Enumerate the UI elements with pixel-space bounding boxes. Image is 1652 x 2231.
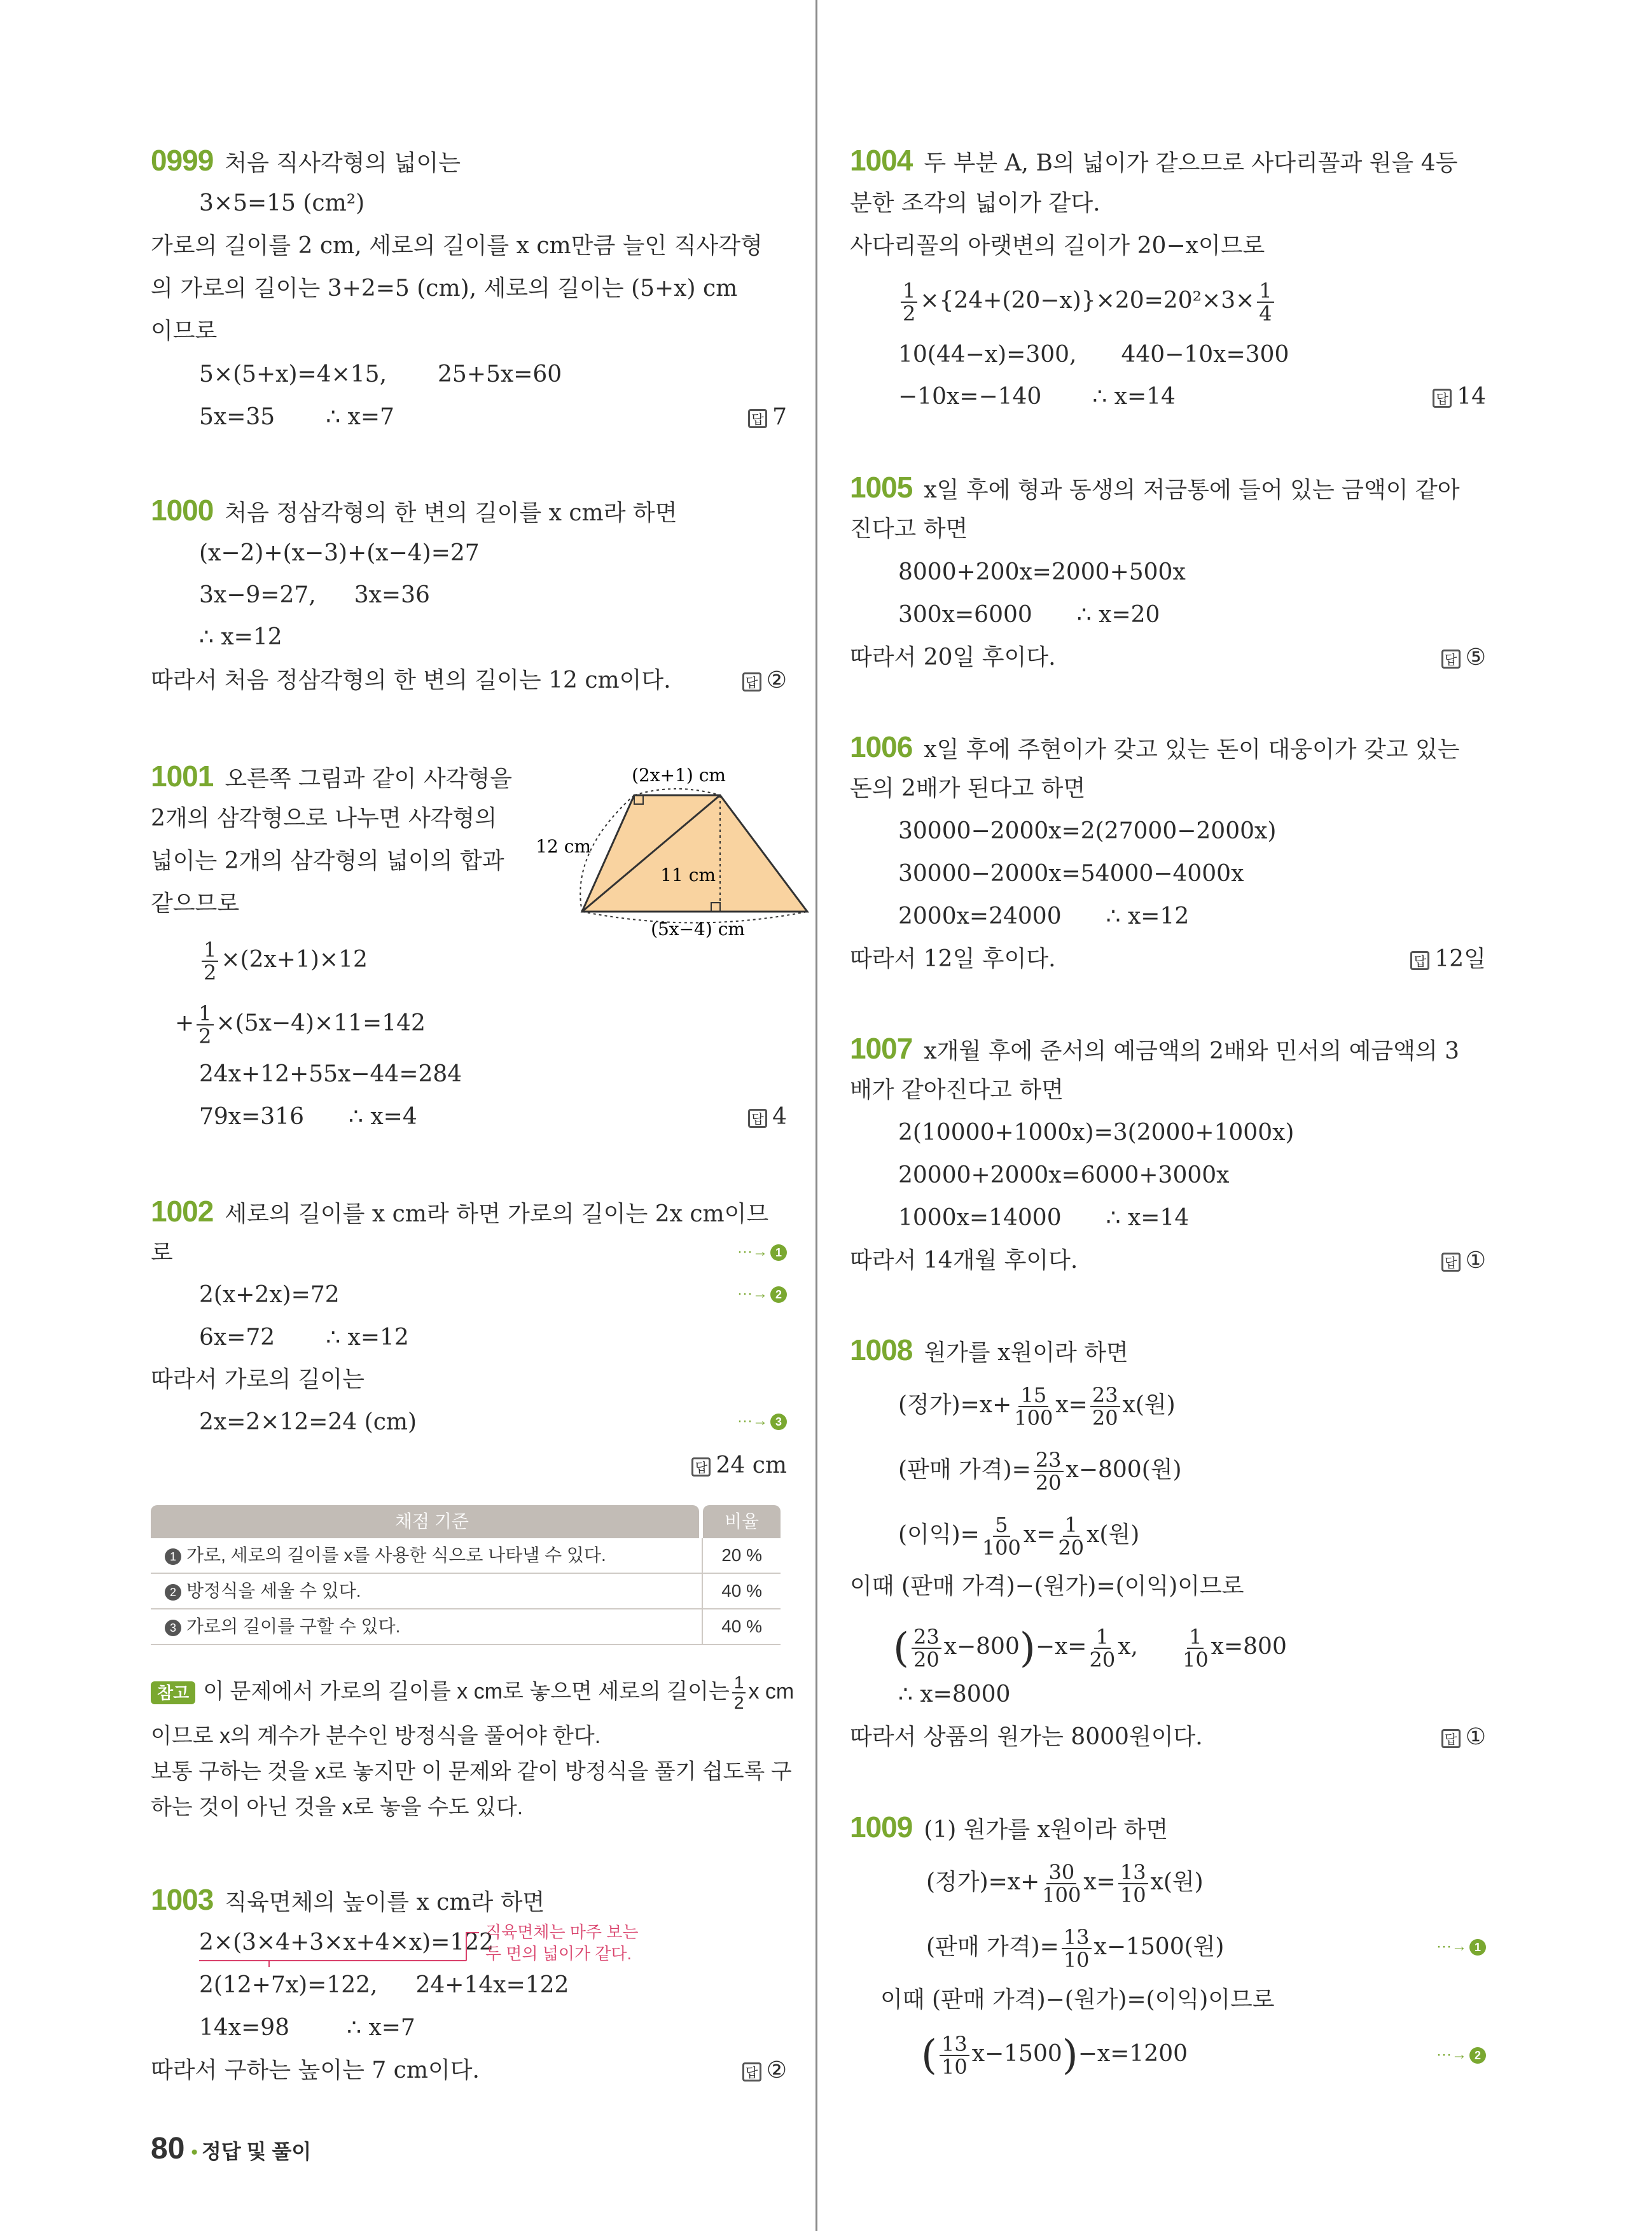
answer-icon: 답 bbox=[1410, 951, 1429, 970]
equation bbox=[926, 1926, 1224, 1971]
step-marker: ···→ 1 bbox=[1436, 1938, 1486, 1956]
fraction bbox=[1034, 1449, 1064, 1494]
denominator: 10 bbox=[1063, 1948, 1090, 1972]
answer-value: ① bbox=[1465, 1724, 1486, 1750]
criteria-cell bbox=[151, 1538, 702, 1573]
header-ratio: 비율 bbox=[703, 1505, 781, 1538]
column-divider bbox=[816, 0, 817, 2231]
numerator: 13 bbox=[1062, 1926, 1092, 1949]
problem-number: 1009 bbox=[850, 1811, 913, 1844]
fraction bbox=[1089, 1626, 1115, 1671]
eq-part: 25+5x=60 bbox=[438, 361, 562, 387]
eq-part: (판매 가격)= bbox=[926, 1934, 1059, 1960]
equation bbox=[898, 1384, 1176, 1429]
denominator: 20 bbox=[1058, 1536, 1085, 1560]
equation bbox=[199, 402, 394, 433]
equation: 2(10000+1000x)=3(2000+1000x) bbox=[898, 1120, 1295, 1146]
answer-value: ② bbox=[766, 667, 787, 693]
label-height: 11 cm bbox=[660, 865, 716, 886]
answer bbox=[742, 665, 787, 696]
numerator: 23 bbox=[912, 1626, 941, 1649]
step-marker: ···→ 2 bbox=[1436, 2046, 1486, 2064]
step-marker: ···→ 2 bbox=[737, 1285, 787, 1303]
eq-part: x(원) bbox=[1150, 1869, 1204, 1895]
problem-0999-line1 bbox=[151, 145, 461, 179]
problem-number: 1004 bbox=[850, 144, 913, 177]
denominator: 10 bbox=[941, 2055, 968, 2079]
fraction bbox=[1014, 1384, 1053, 1429]
eq-part: (정가)=x+ bbox=[926, 1869, 1040, 1895]
equation: 2×(3×4+3×x+4×x)=122 bbox=[199, 1929, 494, 1956]
denominator: 2 bbox=[198, 1024, 212, 1048]
equation: ∴ x=12 bbox=[199, 624, 282, 650]
eq-part: 5x=35 bbox=[199, 404, 275, 430]
paren: ) bbox=[1019, 1625, 1036, 1672]
equation bbox=[898, 1203, 1189, 1234]
table-row bbox=[151, 1574, 781, 1609]
text: 따라서 상품의 원가는 8000원이다. bbox=[850, 1724, 1203, 1750]
fraction bbox=[1183, 1626, 1209, 1671]
eq-part: ∴ x=14 bbox=[1106, 1205, 1190, 1231]
answer-icon: 답 bbox=[1433, 389, 1452, 408]
numerator: 1 bbox=[1063, 1514, 1079, 1537]
text: x개월 후에 준서의 예금액의 2배와 민서의 예금액의 3 bbox=[924, 1038, 1460, 1064]
eq-part: −10x=−140 bbox=[898, 384, 1042, 410]
answer-icon: 답 bbox=[1441, 650, 1461, 669]
paren: ) bbox=[1062, 2032, 1078, 2079]
numerator: 13 bbox=[940, 2033, 969, 2056]
text: 세로의 길이를 x cm라 하면 가로의 길이는 2x cm이므 bbox=[225, 1201, 769, 1227]
fraction bbox=[1090, 1384, 1120, 1429]
step-number: 2 bbox=[1469, 2047, 1486, 2064]
eq-part: 300x=6000 bbox=[898, 602, 1032, 628]
text: 2개의 삼각형으로 나누면 사각형의 bbox=[151, 805, 497, 831]
answer bbox=[691, 1450, 787, 1481]
answer-icon: 답 bbox=[742, 2062, 761, 2082]
ratio-cell: 20 % bbox=[702, 1538, 781, 1573]
denominator: 2 bbox=[733, 1693, 744, 1713]
eq-part: (판매 가격)= bbox=[898, 1457, 1031, 1483]
problem-number: 1006 bbox=[850, 730, 913, 763]
problem-1001-line1 bbox=[151, 761, 512, 795]
eq-part: ×(5x−4)×11=142 bbox=[216, 1010, 426, 1036]
text: 진다고 하면 bbox=[850, 516, 968, 542]
equation bbox=[199, 359, 562, 390]
text: 넓이는 2개의 삼각형의 넓이의 합과 bbox=[151, 848, 504, 874]
eq-part: x= bbox=[1083, 1869, 1116, 1895]
numerator: 1 bbox=[1187, 1626, 1204, 1649]
answer-value: ⑤ bbox=[1465, 644, 1486, 671]
text: 따라서 구하는 높이는 7 cm이다. bbox=[151, 2057, 480, 2083]
row-number: 3 bbox=[165, 1620, 181, 1636]
eq-part: 24+14x=122 bbox=[415, 1972, 569, 1998]
problem-1005-line1 bbox=[850, 472, 1460, 506]
label-left: 12 cm bbox=[536, 836, 591, 857]
footer-label: 정답 및 풀이 bbox=[201, 2140, 312, 2163]
label-bottom: (5x−4) cm bbox=[651, 919, 745, 940]
row-number: 2 bbox=[165, 1584, 181, 1601]
note-tag: 참고 bbox=[151, 1681, 195, 1704]
fraction bbox=[1062, 1926, 1092, 1971]
equation bbox=[898, 382, 1176, 412]
numerator: 1 bbox=[202, 939, 218, 962]
callout-line2: 두 면의 넓이가 같다. bbox=[485, 1944, 632, 1963]
answer-icon: 답 bbox=[748, 1109, 767, 1128]
text: x일 후에 형과 동생의 저금통에 들어 있는 금액이 같아 bbox=[924, 477, 1460, 503]
eq-part: x−1500(원) bbox=[1093, 1934, 1225, 1960]
eq-part: ∴ x=12 bbox=[1106, 903, 1190, 929]
problem-1008-line1 bbox=[850, 1335, 1128, 1368]
answer-value: 12일 bbox=[1434, 946, 1486, 972]
equation bbox=[199, 580, 430, 611]
label-top: (2x+1) cm bbox=[632, 765, 726, 786]
eq-part: ∴ x=12 bbox=[326, 1324, 409, 1351]
denominator: 10 bbox=[1120, 1883, 1146, 1907]
text: 가로의 길이를 2 cm, 세로의 길이를 x cm만큼 늘인 직사각형 bbox=[151, 233, 763, 259]
text: 따라서 12일 후이다. bbox=[850, 946, 1056, 972]
row-number: 1 bbox=[165, 1548, 181, 1565]
denominator: 100 bbox=[1042, 1883, 1081, 1907]
eq-part: 3x=36 bbox=[354, 582, 430, 608]
eq-part: ∴ x=4 bbox=[349, 1104, 417, 1130]
problem-number: 1001 bbox=[151, 760, 214, 793]
equation bbox=[921, 2033, 1188, 2078]
fraction bbox=[1257, 280, 1274, 324]
denominator: 100 bbox=[982, 1536, 1021, 1560]
problem-number: 1002 bbox=[151, 1195, 214, 1228]
numerator: 1 bbox=[1257, 280, 1274, 303]
eq-part: ∴ x=7 bbox=[347, 2015, 415, 2041]
eq-part: (이익)= bbox=[898, 1522, 980, 1548]
equation bbox=[898, 901, 1189, 932]
eq-part: 79x=316 bbox=[199, 1104, 304, 1130]
eq-part: 2000x=24000 bbox=[898, 903, 1062, 929]
note-line2: 이므로 x의 계수가 분수인 방정식을 풀어야 한다. bbox=[151, 1724, 601, 1748]
equation bbox=[898, 600, 1160, 630]
eq-part: x=800 bbox=[1211, 1634, 1287, 1660]
ratio-cell: 40 % bbox=[702, 1609, 781, 1644]
text: 처음 직사각형의 넓이는 bbox=[225, 150, 461, 176]
table-row bbox=[151, 1538, 781, 1574]
numerator: 30 bbox=[1046, 1861, 1076, 1884]
text: 직육면체의 높이를 x cm라 하면 bbox=[225, 1889, 545, 1915]
fraction bbox=[1042, 1861, 1081, 1906]
answer-value: 4 bbox=[772, 1104, 787, 1130]
answer-icon: 답 bbox=[1441, 1253, 1461, 1272]
denominator: 20 bbox=[913, 1648, 940, 1672]
table-row bbox=[151, 1609, 781, 1645]
equation bbox=[199, 2013, 415, 2043]
equation bbox=[893, 1626, 1287, 1671]
text: 따라서 가로의 길이는 bbox=[151, 1366, 364, 1393]
answer bbox=[1441, 1246, 1486, 1276]
answer bbox=[1410, 944, 1486, 975]
denominator: 10 bbox=[1182, 1648, 1209, 1672]
eq-part: ∴ x=7 bbox=[326, 404, 394, 430]
header-criteria: 채점 기준 bbox=[151, 1505, 699, 1538]
answer bbox=[1441, 643, 1486, 673]
eq-part: ×{24+(20−x)}×20=20²×3× bbox=[920, 288, 1255, 314]
equation bbox=[898, 280, 1277, 324]
answer-icon: 답 bbox=[748, 409, 767, 428]
equation bbox=[898, 340, 1289, 370]
denominator: 20 bbox=[1092, 1406, 1118, 1430]
step-number: 1 bbox=[1469, 1939, 1486, 1956]
problem-1009-line1 bbox=[850, 1812, 1168, 1845]
text: 배가 같아진다고 하면 bbox=[850, 1077, 1064, 1103]
problem-1003-line1 bbox=[151, 1884, 545, 1918]
callout-line1: 직육면체는 마주 보는 bbox=[485, 1922, 639, 1942]
text: 분한 조각의 넓이가 같다. bbox=[850, 190, 1100, 216]
text: 의 가로의 길이는 3+2=5 (cm), 세로의 길이는 (5+x) cm bbox=[151, 275, 738, 302]
bullet-icon: • bbox=[191, 2142, 198, 2163]
eq-part: x(원) bbox=[1122, 1392, 1176, 1418]
answer-icon: 답 bbox=[1441, 1729, 1461, 1748]
text: 따라서 14개월 후이다. bbox=[850, 1248, 1078, 1274]
ratio-cell: 40 % bbox=[702, 1574, 781, 1608]
eq-part: x, bbox=[1118, 1634, 1138, 1660]
step-number: 1 bbox=[770, 1244, 787, 1261]
equation: 20000+2000x=6000+3000x bbox=[898, 1162, 1230, 1188]
equation: (x−2)+(x−3)+(x−4)=27 bbox=[199, 540, 480, 566]
scoring-table bbox=[151, 1505, 781, 1645]
answer-value: ② bbox=[766, 2057, 787, 2083]
text: x일 후에 주현이가 갖고 있는 돈이 대웅이가 갖고 있는 bbox=[924, 737, 1460, 763]
numerator: 1 bbox=[901, 280, 917, 303]
text: 돈의 2배가 된다고 하면 bbox=[850, 775, 1086, 802]
text: 처음 정삼각형의 한 변의 길이를 x cm라 하면 bbox=[225, 500, 677, 526]
answer-icon: 답 bbox=[742, 672, 761, 692]
numerator: 5 bbox=[993, 1514, 1010, 1537]
eq-part: 10(44−x)=300, bbox=[898, 342, 1077, 368]
equation: 8000+200x=2000+500x bbox=[898, 559, 1186, 585]
criteria-cell bbox=[151, 1574, 702, 1608]
fraction bbox=[1058, 1514, 1084, 1559]
numerator: 13 bbox=[1118, 1861, 1148, 1884]
problem-1007-line1 bbox=[850, 1033, 1459, 1067]
denominator: 4 bbox=[1259, 302, 1272, 326]
text: 따라서 처음 정삼각형의 한 변의 길이는 12 cm이다. bbox=[151, 667, 671, 693]
numerator: 1 bbox=[732, 1673, 746, 1693]
text: 따라서 20일 후이다. bbox=[850, 644, 1056, 671]
equation bbox=[926, 1861, 1204, 1906]
step-marker: ···→ 1 bbox=[737, 1243, 787, 1261]
equation: 2(x+2x)=72 bbox=[199, 1282, 340, 1308]
equation: 30000−2000x=54000−4000x bbox=[898, 861, 1244, 887]
answer-value: 24 cm bbox=[716, 1452, 787, 1478]
answer-icon: 답 bbox=[691, 1457, 711, 1477]
numerator: 23 bbox=[1090, 1384, 1120, 1407]
eq-part: x−1500 bbox=[971, 2041, 1062, 2067]
problem-number: 1003 bbox=[151, 1883, 214, 1916]
eq-part: 14x=98 bbox=[199, 2015, 290, 2041]
text: 이때 (판매 가격)−(원가)=(이익)이므로 bbox=[850, 1573, 1244, 1599]
step-number: 3 bbox=[770, 1414, 787, 1430]
problem-1006-line1 bbox=[850, 732, 1460, 765]
answer bbox=[1433, 382, 1486, 412]
problem-number: 1000 bbox=[151, 494, 214, 527]
equation bbox=[175, 1003, 426, 1047]
numerator: 1 bbox=[1094, 1626, 1111, 1649]
answer bbox=[748, 1102, 787, 1132]
fraction bbox=[940, 2033, 969, 2078]
answer bbox=[1441, 1722, 1486, 1753]
problem-1000-line1 bbox=[151, 495, 677, 529]
answer bbox=[748, 402, 787, 433]
eq-part: x(원) bbox=[1086, 1522, 1140, 1548]
eq-part: 3x−9=27, bbox=[199, 582, 316, 608]
equation bbox=[199, 939, 368, 983]
denominator: 20 bbox=[1035, 1471, 1062, 1495]
page-footer bbox=[151, 2131, 311, 2166]
numerator: 15 bbox=[1018, 1384, 1048, 1407]
fraction bbox=[1118, 1861, 1148, 1906]
text: 같으므로 bbox=[151, 891, 240, 917]
table-header bbox=[151, 1505, 781, 1538]
eq-part: 440−10x=300 bbox=[1121, 342, 1289, 368]
answer bbox=[742, 2055, 787, 2086]
fraction bbox=[197, 1003, 213, 1047]
equation bbox=[199, 1970, 569, 2001]
fraction bbox=[912, 1626, 941, 1671]
paren: ( bbox=[893, 1625, 909, 1672]
denominator: 2 bbox=[204, 961, 217, 985]
equation: ∴ x=8000 bbox=[898, 1681, 1011, 1707]
denominator: 100 bbox=[1014, 1406, 1053, 1430]
equation bbox=[199, 1102, 417, 1132]
fraction bbox=[901, 280, 917, 324]
eq-part: x= bbox=[1055, 1392, 1088, 1418]
fraction bbox=[982, 1514, 1021, 1559]
equation bbox=[898, 1514, 1139, 1559]
numerator: 23 bbox=[1034, 1449, 1064, 1472]
fraction bbox=[202, 939, 218, 983]
note-line4: 하는 것이 아닌 것을 x로 놓을 수도 있다. bbox=[151, 1795, 524, 1819]
eq-part: −x= bbox=[1035, 1634, 1087, 1660]
equation: 3×5=15 (cm²) bbox=[199, 190, 365, 216]
step-number: 2 bbox=[770, 1286, 787, 1303]
text: x cm bbox=[748, 1679, 795, 1704]
eq-part: 6x=72 bbox=[199, 1324, 275, 1351]
criteria-text: 가로, 세로의 길이를 x를 사용한 식으로 나타낼 수 있다. bbox=[186, 1545, 606, 1565]
problem-number: 1005 bbox=[850, 471, 913, 504]
text: 사다리꼴의 아랫변의 길이가 20−x이므로 bbox=[850, 233, 1265, 259]
text: 로 bbox=[151, 1240, 173, 1266]
criteria-text: 가로의 길이를 구할 수 있다. bbox=[186, 1616, 401, 1636]
answer-value: 7 bbox=[772, 404, 787, 430]
equation bbox=[898, 1449, 1182, 1494]
eq-part: (정가)=x+ bbox=[898, 1392, 1012, 1418]
eq-part: ∴ x=14 bbox=[1092, 384, 1176, 410]
problem-1002-line1 bbox=[151, 1196, 768, 1230]
eq-part: −x=1200 bbox=[1078, 2041, 1188, 2067]
eq-part: ×(2x+1)×12 bbox=[221, 947, 368, 973]
problem-number: 1007 bbox=[850, 1032, 913, 1065]
criteria-cell bbox=[151, 1609, 702, 1644]
criteria-text: 방정식을 세울 수 있다. bbox=[186, 1581, 361, 1601]
equation: 2x=2×12=24 (cm) bbox=[199, 1409, 417, 1435]
paren: ( bbox=[921, 2032, 937, 2079]
text: 오른쪽 그림과 같이 사각형을 bbox=[225, 766, 512, 792]
text: 이 문제에서 가로의 길이를 x cm로 놓으면 세로의 길이는 bbox=[203, 1679, 730, 1704]
equation bbox=[199, 1323, 409, 1353]
text: (1) 원가를 x원이라 하면 bbox=[924, 1817, 1169, 1843]
equation: 24x+12+55x−44=284 bbox=[199, 1061, 462, 1087]
note-line3: 보통 구하는 것을 x로 놓지만 이 문제와 같이 방정식을 풀기 쉽도록 구 bbox=[151, 1760, 792, 1784]
answer-value: ① bbox=[1465, 1248, 1486, 1274]
denominator: 2 bbox=[903, 302, 916, 326]
text: 이때 (판매 가격)−(원가)=(이익)이므로 bbox=[880, 1987, 1275, 2013]
eq-part: 5×(5+x)=4×15, bbox=[199, 361, 387, 387]
eq-part: x−800(원) bbox=[1065, 1457, 1182, 1483]
text: 두 부분 A, B의 넓이가 같으므로 사다리꼴과 원을 4등 bbox=[924, 150, 1458, 176]
problem-1004-line1 bbox=[850, 145, 1457, 179]
eq-part: 2(12+7x)=122, bbox=[199, 1972, 378, 1998]
numerator: 1 bbox=[197, 1003, 213, 1025]
denominator: 20 bbox=[1089, 1648, 1116, 1672]
problem-number: 0999 bbox=[151, 144, 214, 177]
equation: 30000−2000x=2(27000−2000x) bbox=[898, 818, 1277, 844]
problem-number: 1008 bbox=[850, 1333, 913, 1366]
eq-part: x−800 bbox=[943, 1634, 1020, 1660]
eq-part: x= bbox=[1023, 1522, 1056, 1548]
text: 이므로 bbox=[151, 318, 218, 344]
eq-part: ∴ x=20 bbox=[1076, 602, 1160, 628]
answer-value: 14 bbox=[1457, 384, 1486, 410]
text: 원가를 x원이라 하면 bbox=[924, 1340, 1128, 1366]
note-line1 bbox=[151, 1673, 794, 1713]
step-marker: ···→ 3 bbox=[737, 1412, 787, 1430]
page-number: 80 bbox=[151, 2132, 185, 2165]
eq-part: + bbox=[175, 1010, 195, 1036]
fraction bbox=[732, 1673, 746, 1713]
eq-part: 1000x=14000 bbox=[898, 1205, 1062, 1231]
